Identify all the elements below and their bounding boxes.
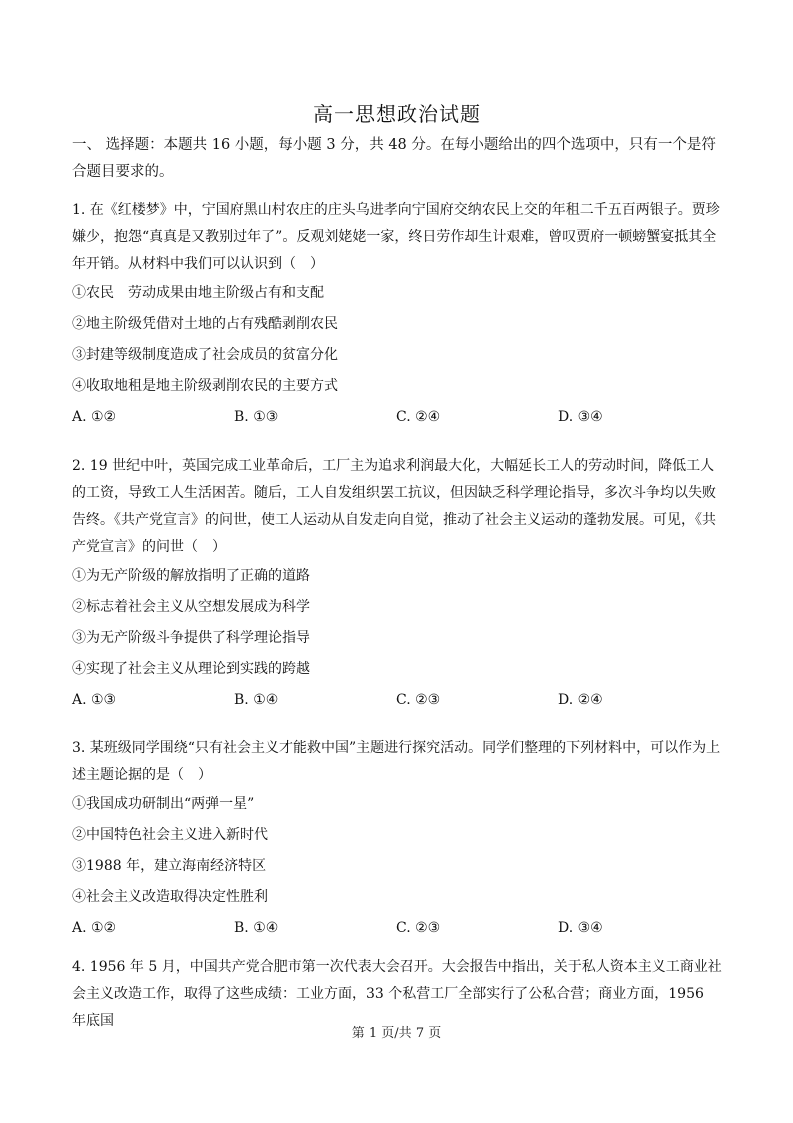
option: ①为无产阶级的解放指明了正确的道路 xyxy=(72,568,310,584)
choice-b: B. ①④ xyxy=(234,692,279,708)
question-2 xyxy=(72,453,722,716)
option: ②地主阶级凭借对土地的占有残酷剥削农民 xyxy=(72,316,338,332)
option: ①农民 劳动成果由地主阶级占有和支配 xyxy=(72,285,324,301)
choice-c: C. ②④ xyxy=(396,409,441,425)
choice-d: D. ③④ xyxy=(558,920,603,936)
option: ②标志着社会主义从空想发展成为科学 xyxy=(72,599,310,615)
answer-choices xyxy=(72,685,722,716)
answer-choices xyxy=(72,913,722,944)
option: ③为无产阶级斗争提供了科学理论指导 xyxy=(72,630,310,646)
question-stem: 3. 某班级同学围绕“只有社会主义才能救中国”主题进行探究活动。同学们整理的下列材料中，可以作为上述主题论据的是（ ） xyxy=(72,740,721,783)
choice-d: D. ③④ xyxy=(558,409,603,425)
option: ③封建等级制度造成了社会成员的贫富分化 xyxy=(72,347,338,363)
option: ④收取地租是地主阶级剥削农民的主要方式 xyxy=(72,378,338,394)
option: ③1988 年，建立海南经济特区 xyxy=(72,858,267,874)
answer-choices xyxy=(72,402,722,433)
option: ④社会主义改造取得决定性胜利 xyxy=(72,889,268,905)
choice-c: C. ②③ xyxy=(396,692,441,708)
option: ①我国成功研制出“两弹一星” xyxy=(72,796,255,812)
question-3 xyxy=(72,735,722,944)
choice-c: C. ②③ xyxy=(396,920,441,936)
question-1 xyxy=(72,197,722,433)
question-stem: 1. 在《红楼梦》中，宁国府黑山村农庄的庄头乌进孝向宁国府交纳农民上交的年租二千五百两银子。贾珍嫌少，抱怨“真真是又教别过年了”。反观刘姥姥一家，终日劳作却生计艰难，曾叹贾府一顿螃蟹宴抵其全年开销。从材料中我们可以认识到（ ） xyxy=(72,202,720,272)
choice-d: D. ②④ xyxy=(558,692,603,708)
choice-b: B. ①③ xyxy=(234,409,279,425)
choice-a: A. ①② xyxy=(72,409,117,425)
choice-a: A. ①③ xyxy=(72,692,117,708)
choice-b: B. ①④ xyxy=(234,920,279,936)
page-title: 高一思想政治试题 xyxy=(313,102,481,126)
section-heading: 一、 选择题：本题共 16 小题，每小题 3 分，共 48 分。在每小题给出的四个选项中，只有一个是符合题目要求的。 xyxy=(72,137,716,180)
choice-a: A. ①② xyxy=(72,920,117,936)
option: ②中国特色社会主义进入新时代 xyxy=(72,827,268,843)
question-stem: 2. 19 世纪中叶，英国完成工业革命后，工厂主为追求利润最大化，大幅延长工人的劳动时间，降低工人的工资，导致工人生活困苦。随后，工人自发组织罢工抗议，但因缺乏科学理论指导，多次斗争均以失败告终。《共产党宣言》的问世，使工人运动从自发走向自觉，推动了社会主义运动的蓬勃发展。可见，《共产党宣言》的问世（ ） xyxy=(72,458,716,555)
question-stem: 4. 1956 年 5 月，中国共产党合肥市第一次代表大会召开。大会报告中指出，关于私人资本主义工商业社会主义改造工作，取得了这些成绩：工业方面，33 个私营工厂全部实行了公私合营；商业方面，1956 年底国 xyxy=(72,959,722,1029)
option: ④实现了社会主义从理论到实践的跨越 xyxy=(72,661,310,677)
page-footer: 第 1 页/共 7 页 xyxy=(351,1026,442,1041)
